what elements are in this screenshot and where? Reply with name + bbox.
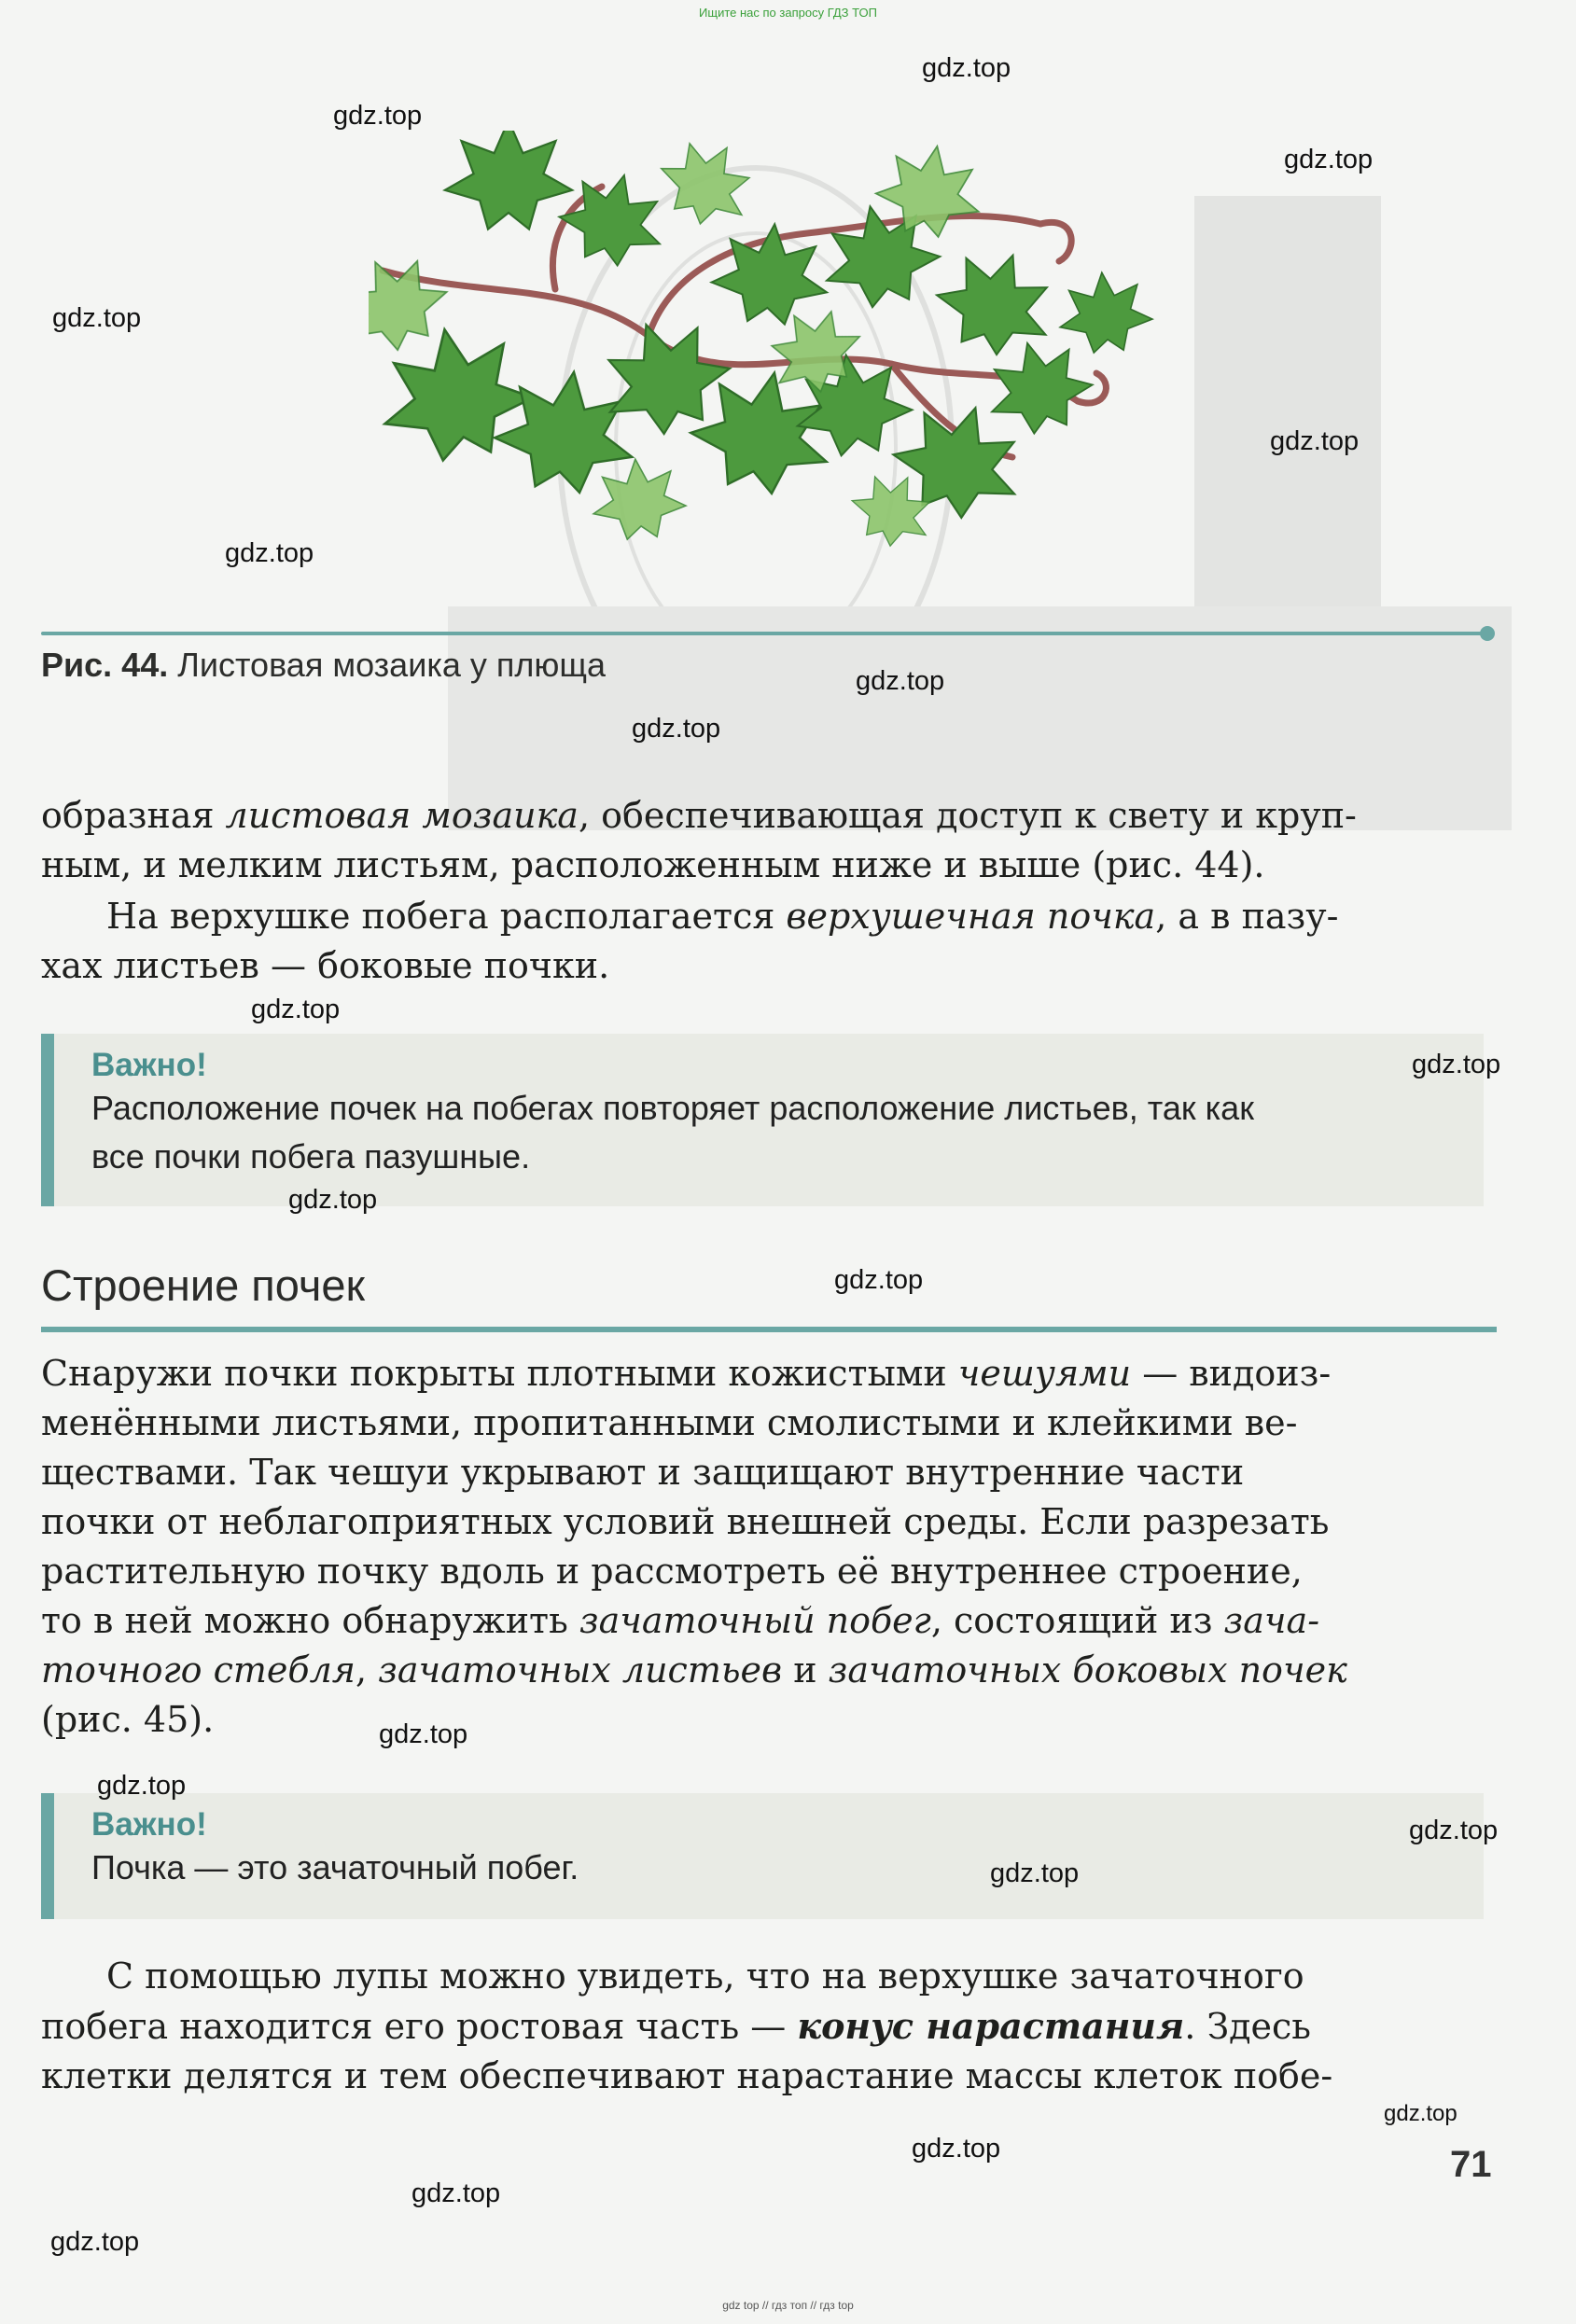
paragraph-leaf-mosaic xyxy=(41,791,1497,890)
watermark: gdz.top xyxy=(333,101,423,131)
watermark: gdz.top xyxy=(990,1858,1080,1888)
text-run: , состоящий из xyxy=(930,1600,1224,1641)
term-embryonic-lateral-buds: зачаточных боковых почек xyxy=(828,1649,1347,1691)
section-title: Строение почек xyxy=(41,1260,366,1310)
section-underline xyxy=(41,1327,1497,1332)
text-line: С помощью лупы можно увидеть, что на верхушке зачаточного xyxy=(106,1955,1304,1997)
text-line: (рис. 45). xyxy=(41,1699,215,1740)
watermark: gdz.top xyxy=(834,1265,924,1295)
watermark: gdz.top xyxy=(251,995,341,1024)
text-run: . Здесь xyxy=(1184,2006,1311,2047)
text-run: побега находится его ростовая часть — xyxy=(41,2006,798,2047)
important-heading: Важно! xyxy=(91,1047,207,1083)
term-scales: чешуями xyxy=(957,1353,1132,1394)
important-text-line: Почка — это зачаточный побег. xyxy=(91,1848,579,1886)
term-embryonic-stem-end: точного стебля xyxy=(41,1649,356,1691)
text-run: , xyxy=(355,1649,379,1691)
term-embryonic-stem-start: зача- xyxy=(1223,1600,1320,1641)
watermark: gdz.top xyxy=(288,1185,378,1215)
watermark: gdz.top xyxy=(1284,145,1374,174)
text-line: почки от неблагоприятных условий внешней среды. Если разрезать xyxy=(41,1501,1330,1542)
text-line: клетки делятся и тем обеспечивают нарастание массы клеток побе- xyxy=(41,2055,1333,2096)
figure-divider-line xyxy=(41,632,1487,635)
watermark: gdz.top xyxy=(912,2134,1001,2164)
term-apical-bud: верхушечная почка xyxy=(786,896,1156,937)
term-growth-cone: конус нарастания xyxy=(797,2005,1185,2047)
watermark: gdz.top xyxy=(411,2178,501,2208)
text-run: На верхушке побега располагается xyxy=(106,896,787,937)
text-line: ным, и мелким листьям, расположенным ниже и выше (рис. 44). xyxy=(41,844,1265,885)
footer-note: gdz top // гдз топ // гдз top xyxy=(722,2299,854,2312)
text-line: менёнными листьями, пропитанными смолистыми и клейкими ве- xyxy=(41,1402,1298,1443)
text-run: Снаружи почки покрыты плотными кожистыми xyxy=(41,1353,958,1394)
watermark: gdz.top xyxy=(1384,2101,1457,2126)
figure-caption xyxy=(41,646,606,685)
term-embryonic-leaves: зачаточных листьев xyxy=(378,1649,783,1691)
text-line: растительную почку вдоль и рассмотреть её внутреннее строение, xyxy=(41,1551,1303,1592)
watermark: gdz.top xyxy=(1270,426,1360,456)
important-box-2 xyxy=(41,1793,1484,1919)
watermark: gdz.top xyxy=(1409,1816,1499,1845)
header-note: Ищите нас по запросу ГДЗ ТОП xyxy=(699,6,877,20)
watermark: gdz.top xyxy=(922,53,1011,83)
figure-caption-label: Рис. 44. xyxy=(41,646,169,684)
text-run: образная xyxy=(41,795,226,836)
text-run: , обеспечивающая доступ к свету и круп- xyxy=(578,795,1357,836)
watermark: gdz.top xyxy=(856,666,945,696)
term-embryonic-shoot: зачаточный побег xyxy=(579,1600,931,1641)
watermark: gdz.top xyxy=(632,714,721,744)
paragraph-growth-cone xyxy=(41,1952,1497,2101)
text-run: то в ней можно обнаружить xyxy=(41,1600,579,1641)
page-number: 71 xyxy=(1450,2144,1492,2185)
term-leaf-mosaic: листовая мозаика xyxy=(225,795,579,836)
text-line: хах листьев — боковые почки. xyxy=(41,945,610,986)
important-box-1 xyxy=(41,1034,1484,1206)
important-text-line: Расположение почек на побегах повторяет расположение листьев, так как xyxy=(91,1089,1254,1127)
figure-divider-dot xyxy=(1480,626,1495,641)
watermark: gdz.top xyxy=(379,1719,468,1749)
watermark: gdz.top xyxy=(50,2227,140,2257)
watermark: gdz.top xyxy=(97,1771,187,1801)
paragraph-buds xyxy=(41,892,1497,991)
figure-caption-text: Листовая мозаика у плюща xyxy=(177,646,607,684)
watermark: gdz.top xyxy=(1412,1050,1501,1079)
text-line: ществами. Так чешуи укрывают и защищают внутренние части xyxy=(41,1452,1245,1493)
watermark: gdz.top xyxy=(52,303,142,333)
text-run: и xyxy=(782,1649,829,1691)
text-run: , а в пазу- xyxy=(1155,896,1339,937)
paragraph-bud-structure xyxy=(41,1349,1497,1745)
watermark: gdz.top xyxy=(225,538,314,568)
important-text-line: все почки побега пазушные. xyxy=(91,1137,531,1176)
important-heading: Важно! xyxy=(91,1806,207,1843)
ivy-leaf-mosaic-illustration xyxy=(369,131,1190,588)
text-run: — видоиз- xyxy=(1131,1353,1332,1394)
